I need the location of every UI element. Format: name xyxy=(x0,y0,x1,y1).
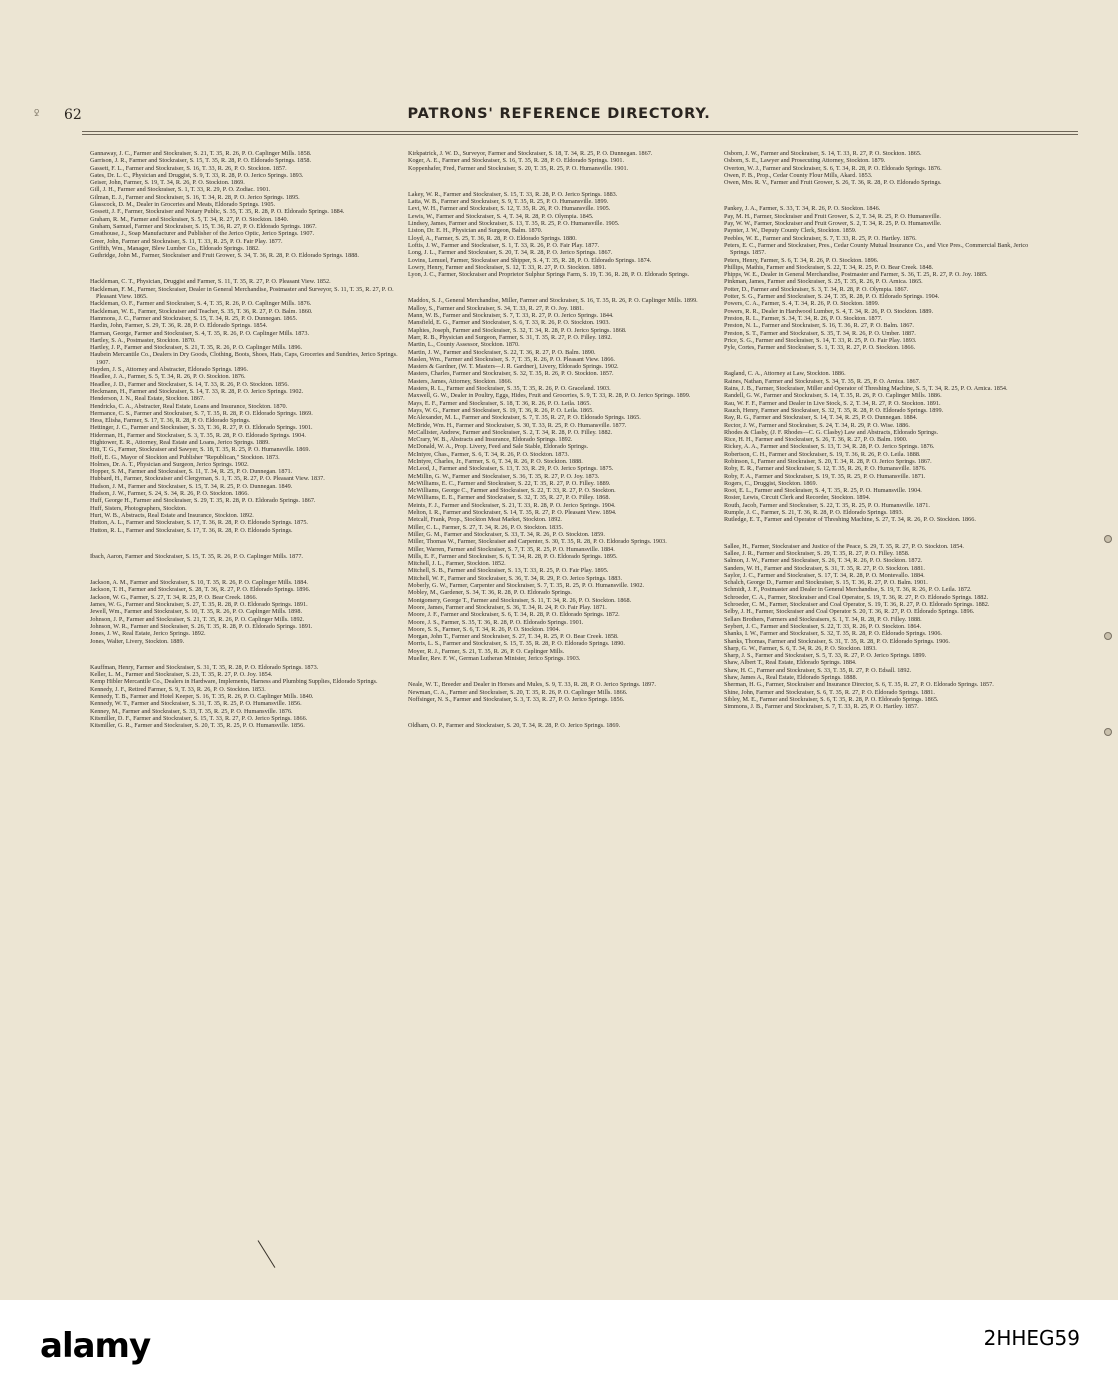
directory-entry: Greathouse, J., Soap Manufacturer and Publisher of the Jerico Optic, Jerico Springs. 1907. xyxy=(90,230,315,238)
directory-entry: Seybert, J. C., Farmer and Stockraiser, S. 22, T. 33, R. 26, P. O. Stockton. 1864. xyxy=(724,622,922,630)
directory-entry: Hackleman, O. F., Farmer and Stockraiser, S. 4, T. 35, R. 26, P. O. Caplinger Mills. 1876. xyxy=(90,300,312,308)
directory-entry: Koger, A. E., Farmer and Stockraiser, S. 16, T. 35, R. 28, P. O. Eldorado Springs. 1901. xyxy=(408,157,624,165)
directory-entry: Hartley, J. P., Farmer and Stockraiser, S. 21, T. 35, R. 26, P. O. Caplinger Mills. 1896. xyxy=(90,344,303,352)
directory-entry: Miller, C. L., Farmer, S. 27, T. 34, R. 26, P. O. Stockton. 1835. xyxy=(408,523,563,531)
directory-entry: Sharp, G. W., Farmer, S. 6, T. 34, R. 26, P. O. Stockton. 1893. xyxy=(724,644,877,652)
directory-entry: Jackson, T. H., Farmer and Stockraiser, S. 28, T. 36, R. 27, P. O. Eldorado Springs. 1896. xyxy=(90,586,311,594)
directory-entry: Miller, Thomas W., Farmer, Stockraiser and Carpenter, S. 30, T. 35, R. 28, P. O. Eldorado Springs. 1903. xyxy=(408,538,667,546)
directory-entry: Rau, W. F. F., Farmer and Dealer in Live Stock, S. 2, T. 34, R. 27, P. O. Stockton. 1891. xyxy=(724,399,941,407)
directory-entry: Roby, E. R., Farmer and Stockraiser, S. 12, T. 35, R. 26, P. O. Humansville. 1876. xyxy=(724,465,927,473)
directory-entry: Potter, D., Farmer and Stockraiser, S. 3, T. 34, R. 28, P. O. Olympia. 1867. xyxy=(724,285,909,293)
directory-entry: James, W. G., Farmer and Stockraiser, S. 27, T. 35, R. 28, P. O. Eldorado Springs. 1891. xyxy=(90,601,308,609)
directory-entry: Phipps, W. E., Dealer in General Merchandise, Postmaster and Farmer, S. 36, T. 25, R. 27, P. O. Joy. 1885. xyxy=(724,271,988,279)
directory-entry: Geiser, John, Farmer, S. 19, T. 34, R. 26, P. O. Stockton. 1869. xyxy=(90,179,245,187)
directory-entry: Mobley, M., Gardener, S. 34, T. 36, R. 28, P. O. Eldorado Springs. xyxy=(408,589,572,597)
directory-entry: Newman, C. A., Farmer and Stockraiser, S. 20, T. 35, R. 26, P. O. Caplinger Mills. 1866. xyxy=(408,688,628,696)
directory-entry: Oldham, O. P., Farmer and Stockraiser, S. 20, T. 34, R. 28, P. O. Jerico Springs. 1869. xyxy=(408,722,621,730)
directory-entry: Gates, Dr. L. C., Physician and Druggist, S. 9, T. 33, R. 28, P. O. Jerico Springs. 1893. xyxy=(90,171,304,179)
directory-entry: Price, S. G., Farmer and Stockraiser, S. 14, T. 33, R. 25, P. O. Fair Play. 1893. xyxy=(724,336,917,344)
directory-entry: Meints, F. J., Farmer and Stockraiser, S. 21, T. 33, R. 28, P. O. Jerico Springs. 1904. xyxy=(408,501,616,509)
directory-entry: Lindsey, James, Farmer and Stockraiser, S. 13, T. 35, R. 25, P. O. Humansville. 1905. xyxy=(408,220,620,228)
letter-group xyxy=(408,297,716,662)
directory-entry: Henderson, J. N., Real Estate, Stockton. 1867. xyxy=(90,395,205,403)
directory-entry: Harman, George, Farmer and Stockraiser, S. 4, T. 35, R. 26, P. O. Caplinger Mills. 1873. xyxy=(90,329,310,337)
directory-entry: Root, E. L., Farmer and Stockraiser, S. 4, T. 35, R. 25, P. O. Humansville. 1904. xyxy=(724,487,922,495)
directory-column-right xyxy=(724,150,1032,1270)
directory-entry: Shine, John, Farmer and Stockraiser, S. 6, T. 35, R. 27, P. O. Eldorado Springs. 1881. xyxy=(724,688,935,696)
directory-entry: Rosier, Lewis, Circuit Clerk and Recorder, Stockton. 1894. xyxy=(724,494,871,502)
directory-entry: Owen, F. B., Prop., Cedar County Flour Mills, Akard. 1853. xyxy=(724,171,873,179)
directory-entry: Saylor, J. C., Farmer and Stockraiser, S. 17, T. 34, R. 28, P. O. Montevallo. 1884. xyxy=(724,571,925,579)
directory-entry: Martin, L., County Assessor, Stockton. 1870. xyxy=(408,341,520,349)
directory-entry: Melton, I. R., Farmer and Stockraiser, S. 14, T. 35, R. 27, P. O. Pleasant View. 1894. xyxy=(408,509,617,517)
directory-entry: Sanders, W. H., Farmer and Stockraiser, S. 31, T. 35, R. 27, P. O. Stockton. 1881. xyxy=(724,564,925,572)
directory-entry: Hess, Elisha, Farmer, S. 17, T. 36, R. 28, P. O. Eldorado Springs. xyxy=(90,417,251,425)
directory-entry: Jackson, W. G., Farmer, S. 27, T. 34, R. 25, P. O. Bear Creek. 1866. xyxy=(90,593,258,601)
directory-column-left xyxy=(90,150,398,1270)
directory-entry: Maddox, S. J., General Merchandise, Miller, Farmer and Stockraiser, S. 16, T. 35, R. 26, P. O. Caplinger Mills. 1899. xyxy=(408,297,698,305)
directory-entry: Rumple, J. C., Farmer, S. 21, T. 36, R. 28, P. O. Eldorado Springs. 1893. xyxy=(724,509,904,517)
handwritten-mark: ꝿ xyxy=(34,109,40,119)
directory-entry: Pankey, J. A., Farmer, S. 33, T. 34, R. 26, P. O. Stockton. 1846. xyxy=(724,205,881,213)
directory-entry: Hightower, E. R., Attorney, Real Estate and Loans, Jerico Springs. 1889. xyxy=(90,438,270,446)
directory-entry: Rickey, A. A., Farmer and Stockraiser, S. 13, T. 34, R. 28, P. O. Jerico Springs. 1876. xyxy=(724,443,935,451)
directory-entry: Shaw, Albert T., Real Estate, Eldorado Springs. 1884. xyxy=(724,659,857,667)
directory-entry: Garrison, J. R., Farmer and Stockraiser, S. 15, T. 35, R. 28, P. O. Eldorado Springs. 1858. xyxy=(90,157,312,165)
directory-entry: Schalch, George D., Farmer and Stockraiser, S. 15, T. 36, R. 27, P. O. Balm. 1901. xyxy=(724,579,928,587)
directory-entry: Graham, R. M., Farmer and Stockraiser, S. 5, T. 34, R. 27, P. O. Stockton. 1840. xyxy=(90,215,289,223)
directory-entry: Loftis, J. W., Farmer and Stockraiser, S. 1, T. 33, R. 26, P. O. Fair Play. 1877. xyxy=(408,241,600,249)
directory-entry: Mann, W. B., Farmer and Stockraiser, S. 7, T. 33, R. 27, P. O. Jerico Springs. 1844. xyxy=(408,312,614,320)
directory-entry: McWilliams, George C., Farmer and Stockraiser, S. 22, T. 33, R. 27, P. O. Stockton. xyxy=(408,487,616,495)
directory-entry: Mansfield, E. G., Farmer and Stockraiser, S. 6, T. 33, R. 26, P. O. Stockton. 1903. xyxy=(408,319,610,327)
directory-entry: Metcalf, Frank, Prop., Stockton Meat Market, Stockton. 1892. xyxy=(408,516,562,524)
directory-entry: Mitchell, S. B., Farmer and Stockraiser, S. 13, T. 33, R. 25, P. O. Fair Play. 1895. xyxy=(408,567,609,575)
directory-entry: Haubein Mercantile Co., Dealers in Dry Goods, Clothing, Boots, Shoes, Hats, Caps, Groceries and Sundries, Jerico Springs. 1907. xyxy=(90,351,398,366)
directory-entry: Hutton, A. L., Farmer and Stockraiser, S. 17, T. 36, R. 28, P. O. Eldorado Springs. 1875. xyxy=(90,519,308,527)
directory-entry: Schroeder, C. A., Farmer, Stockraiser and Coal Operator, S. 19, T. 36, R. 27, P. O. Eldorado Springs. 1882. xyxy=(724,593,989,601)
punch-hole xyxy=(1104,632,1112,640)
directory-entry: Maphies, Joseph, Farmer and Stockraiser, S. 32, T. 34, R. 28, P. O. Jerico Springs. 1868. xyxy=(408,326,627,334)
directory-entry: Hudson, J. W., Farmer, S. 24, S. 34, R. 26, P. O. Stockton. 1866. xyxy=(90,490,249,498)
directory-entry: Powers, R. R., Dealer in Hardwood Lumber, S. 4, T. 34, R. 26, P. O. Stockton. 1889. xyxy=(724,307,934,315)
directory-entry: Miller, Warren, Farmer and Stockraiser, S. 7, T. 35, R. 25, P. O. Humansville. 1884. xyxy=(408,545,615,553)
page-number: 62 xyxy=(64,107,82,123)
directory-entry: Gilman, E. J., Farmer and Stockraiser, S. 16, T. 34, R. 28, P. O. Jerico Springs. 1895. xyxy=(90,193,300,201)
directory-entry: Moore, S. S., Farmer, S. 6, T. 34, R. 26, P. O. Stockton. 1904. xyxy=(408,625,561,633)
directory-entry: Ibach, Aaron, Farmer and Stockraiser, S. 15, T. 35, R. 26, P. O. Caplinger Mills. 1877. xyxy=(90,552,303,560)
directory-entry: Lewis, W., Farmer and Stockraiser, S. 4, T. 34, R. 28, P. O. Olympia. 1845. xyxy=(408,212,594,220)
directory-entry: Miller, G. M., Farmer and Stockraiser, S. 33, T. 34, R. 26, P. O. Stockton. 1859. xyxy=(408,530,605,538)
directory-entry: Mays, W. G., Farmer and Stockraiser, S. 19, T. 36, R. 26, P. O. Leila. 1865. xyxy=(408,406,594,414)
directory-entry: Masters & Gardner, (W. T. Masters—J. R. Gardner), Livery, Eldorado Springs. 1902. xyxy=(408,363,619,371)
directory-entry: Huff, Sisters, Photographers, Stockton. xyxy=(90,504,187,512)
directory-entry: Pay, W. W., Farmer, Stockraiser and Fruit Grower, S. 2, T. 34, R. 25, P. O. Humansville. xyxy=(724,220,942,228)
punch-hole xyxy=(1104,535,1112,543)
directory-entry: Hackleman, F. M., Farmer, Stockraiser, Dealer in General Merchandise, Postmaster and Surveyor, S. 11, T. 35, R. 27, P. O. Pleasant View. 1865. xyxy=(90,285,394,301)
directory-entry: McCrary, W. B., Abstracts and Insurance, Eldorado Springs. 1892. xyxy=(408,436,573,444)
letter-group xyxy=(408,150,716,172)
directory-entry: Schroeder, C. M., Farmer, Stockraiser and Coal Operator, S. 19, T. 36, R. 27, P. O. Eldorado Springs. 1882. xyxy=(724,601,990,609)
directory-entry: Hackleman, W. E., Farmer, Stockraiser and Teacher, S. 35, T. 36, R. 27, P. O. Balm. 1860. xyxy=(90,307,313,315)
directory-entry: Rhodes & Clasby, (J. F. Rhodes—C. G. Clasby) Law and Abstracts, Eldorado Springs. xyxy=(724,428,939,436)
directory-entry: Moyer, R. J., Farmer, S. 21, T. 35, R. 26, P. O. Caplinger Mills. xyxy=(408,647,565,655)
directory-entry: Potter, S. G., Farmer and Stockraiser, S. 24, T. 35, R. 28, P. O. Eldorado Springs. 1904. xyxy=(724,293,940,301)
directory-entry: Morgan, John T., Farmer and Stockraiser, S. 27, T. 34, R. 25, P. O. Bear Creek. 1858. xyxy=(408,633,619,641)
directory-entry: Paynter, J. W., Deputy County Clerk, Stockton. 1859. xyxy=(724,227,857,235)
directory-entry: Glasscock, D. M., Dealer in Groceries and Meats, Eldorado Springs. 1905. xyxy=(90,201,276,209)
directory-entry: Overton, W. J., Farmer and Stockraiser, S. 6, T. 34, R. 28, P. O. Eldorado Springs. 1876. xyxy=(724,164,942,172)
directory-entry: Gassett, F. L., Farmer and Stockraiser, S. 16, T. 33, R. 26, P. O. Stockton. 1857. xyxy=(90,164,287,172)
letter-group xyxy=(408,191,716,279)
directory-entry: Johnson, J. P., Farmer and Stockraiser, S. 21, T. 35, R. 26, P. O. Caplinger Mills. 1892. xyxy=(90,615,305,623)
directory-entry: Rutledge, E. T., Farmer and Operator of Threshing Machine, S. 27, T. 34, R. 26, P. O. Stockton. 1866. xyxy=(724,516,976,524)
letter-group xyxy=(90,278,398,533)
directory-entry: Mitchell, W. F., Farmer and Stockraiser, S. 36, T. 34, R. 29, P. O. Jerico Springs. 1883. xyxy=(408,574,623,582)
letter-group xyxy=(724,150,1032,186)
directory-entry: Graham, Samuel, Farmer and Stockraiser, S. 15, T. 36, R. 27, P. O. Eldorado Springs. 1867. xyxy=(90,222,317,230)
image-id: 2HHEG59 xyxy=(983,1326,1080,1350)
letter-group xyxy=(724,543,1032,711)
directory-entry: Preston, R. L., Farmer, S. 34, T. 34, R. 26, P. O. Stockton. 1877. xyxy=(724,314,883,322)
stock-footer xyxy=(0,1300,1118,1390)
directory-entry: Headlee, J. D., Farmer and Stockraiser, S. 14, T. 33, R. 26, P. O. Stockton. 1856. xyxy=(90,380,289,388)
letter-group xyxy=(408,681,716,703)
directory-entry: Liston, Dr. E. H., Physician and Surgeon, Balm. 1870. xyxy=(408,227,543,235)
directory-entry: Osborn, S. E., Lawyer and Prosecuting Attorney, Stockton. 1879. xyxy=(724,157,886,165)
directory-entry: Kenney, M., Farmer and Stockraiser, S. 33, T. 35, R. 25, P. O. Humansville. 1876. xyxy=(90,707,293,715)
directory-entry: Robinson, I., Farmer and Stockraiser, S. 20, T. 34, R. 28, P. O. Jerico Springs. 1867. xyxy=(724,457,932,465)
directory-entry: Salmon, J. W., Farmer and Stockraiser, S. 26, T. 34, R. 26, P. O. Stockton. 1872. xyxy=(724,557,923,565)
directory-entry: Kauffman, Henry, Farmer and Stockraiser, S. 31, T. 35, R. 28, P. O. Eldorado Springs. 1873. xyxy=(90,663,319,671)
directory-entry: Robertson, C. H., Farmer and Stockraiser, S. 19, T. 36, R. 26, P. O. Leila. 1888. xyxy=(724,450,921,458)
directory-entry: Malloy, S., Farmer and Stockraiser, S. 34, T. 33, R. 27, P. O. Joy. 1881. xyxy=(408,304,584,312)
directory-entry: Jewell, Wm., Farmer and Stockraiser, S. 10, T. 35, R. 26, P. O. Caplinger Mills. 1898. xyxy=(90,608,302,616)
directory-entry: Hayden, J. S., Attorney and Abstracter, Eldorado Springs. 1896. xyxy=(90,366,249,374)
directory-entry: Pay, M. H., Farmer, Stockraiser and Fruit Grower, S. 2, T. 34, R. 25, P. O. Humansville. xyxy=(724,212,941,220)
directory-entry: Peters, Henry, Farmer, S. 6, T. 34, R. 26, P. O. Stockton. 1896. xyxy=(724,256,879,264)
directory-column-middle xyxy=(408,150,716,1270)
directory-entry: Osborn, J. W., Farmer and Stockraiser, S. 14, T. 33, R. 27, P. O. Stockton. 1865. xyxy=(724,150,922,157)
directory-entry: McMillin, G. W., Farmer and Stockraiser, S. 36, T. 35, R. 27, P. O. Joy. 1873. xyxy=(408,472,600,480)
directory-entry: Shanks, Thomas, Farmer and Stockraiser, S. 31, T. 35, R. 28, P. O. Eldorado Springs. 1906. xyxy=(724,637,950,645)
alamy-logo: alamy xyxy=(40,1326,151,1366)
directory-entry: Ragland, C. A., Attorney at Law, Stockton. 1886. xyxy=(724,370,846,378)
directory-entry: Selby, J. H., Farmer, Stockraiser and Coal Operator S. 20, T. 36, R. 27, P. O. Eldorado Springs. 1896. xyxy=(724,608,975,616)
directory-entry: Shanks, I. W., Farmer and Stockraiser, S. 32, T. 35, R. 28, P. O. Eldorado Springs. 1906. xyxy=(724,630,942,638)
directory-entry: Gill, J. H., Farmer and Stockraiser, S. 1, T. 33, R. 29, P. O. Zodiac. 1901. xyxy=(90,186,271,194)
directory-entry: Peebles, W. E., Farmer and Stockraiser, S. 7, T. 33, R. 25, P. O. Hartley. 1876. xyxy=(724,234,917,242)
directory-entry: Mays, E. F., Farmer and Stockraiser, S. 18, T. 36, R. 26, P. O. Leila. 1865. xyxy=(408,399,591,407)
directory-entry: Keller, L. M., Farmer and Stockraiser, S. 23, T. 35, R. 27, P. O. Joy. 1854. xyxy=(90,671,273,679)
directory-entry: Hubbard, H., Farmer, Stockraiser and Clergyman, S. 1, T. 35, R. 27, P. O. Pleasant View. 1837. xyxy=(90,475,325,483)
directory-entry: Sharp, J. S., Farmer and Stockraiser, S. 5, T. 33, R. 27, P. O. Jerico Springs. 1899. xyxy=(724,652,927,660)
directory-entry: McAlexander, M. L., Farmer and Stockraiser, S. 7, T. 35, R. 27, P. O. Eldorado Springs. 1865. xyxy=(408,414,641,422)
directory-entry: Pinkman, James, Farmer and Stockraiser, S. 25, T. 35, R. 26, P. O. Arnica. 1865. xyxy=(724,278,923,286)
directory-entry: Masters, Charles, Farmer and Stockraiser, S. 32, T. 35, R. 26, P. O. Stockton. 1857. xyxy=(408,370,614,378)
directory-entry: Moore, James, Farmer and Stockraiser, S. 36, T. 34, R. 24, P. O. Fair Play. 1871. xyxy=(408,603,607,611)
letter-group xyxy=(90,150,398,259)
directory-entry: Noffsinger, N. S., Farmer and Stockraiser, S. 3, T. 33, R. 27, P. O. Jerico Springs. 1856. xyxy=(408,695,625,703)
directory-entry: Rogers, C., Druggist, Stockton. 1869. xyxy=(724,479,818,487)
directory-entry: Lovins, Lemuel, Farmer, Stockraiser and Shipper, S. 4, T. 35, R. 28, P. O. Eldorado Springs. 1874. xyxy=(408,256,652,264)
directory-entry: Holmes, Dr. A. T., Physician and Surgeon, Jerico Springs. 1902. xyxy=(90,460,249,468)
directory-entry: Jones, Walter, Livery, Stockton. 1889. xyxy=(90,637,185,645)
directory-entry: Rector, J. W., Farmer and Stockraiser, S. 24, T. 34, R. 29, P. O. Wise. 1886. xyxy=(724,421,910,429)
title-rule xyxy=(82,131,1078,132)
directory-entry: Sallee, H., Farmer, Stockraiser and Justice of the Peace, S. 29, T. 35, R. 27, P. O. Stockton. 1854. xyxy=(724,542,964,550)
directory-entry: Headlee, J. A., Farmer, S. 5, T. 34, R. 26, P. O. Stockton. 1876. xyxy=(90,373,246,381)
directory-entry: McIntyre, Chas., Farmer, S. 6, T. 34, R. 26, P. O. Stockton. 1873. xyxy=(408,450,570,458)
directory-entry: Mueller, Rev. F. W., German Lutheran Minister, Jerico Springs. 1903. xyxy=(408,655,581,662)
directory-entry: McLeod, J., Farmer and Stockraiser, S. 13, T. 33, R. 29, P. O. Jerico Springs. 1875. xyxy=(408,465,614,473)
directory-entry: Maslen, Wm., Farmer and Stockraiser, S. 7, T. 35, R. 26, P. O. Pleasant View. 1866. xyxy=(408,355,615,363)
directory-entry: Shaw, H. C., Farmer and Stockraiser, S. 33, T. 35, R. 27, P. O. Edsall. 1892. xyxy=(724,666,912,674)
directory-entry: Hutton, R. L., Farmer and Stockraiser, S. 17, T. 36, R. 28, P. O. Eldorado Springs. xyxy=(90,526,293,534)
letter-group xyxy=(90,553,398,560)
directory-entry: Koppenhafer, Fred, Farmer and Stockraiser, S. 20, T. 35, R. 25, P. O. Humansville. 1901. xyxy=(408,164,629,172)
directory-entry: Martin, J. W., Farmer and Stockraiser, S. 22, T. 36, R. 27, P. O. Balm. 1890. xyxy=(408,348,596,356)
directory-entry: Hopper, S. M., Farmer and Stockraiser, S. 11, T. 34, R. 25, P. O. Dunnegan. 1871. xyxy=(90,468,293,476)
directory-entry: Rauch, Henry, Farmer and Stockraiser, S. 32, T. 35, R. 28, P. O. Eldorado Springs. 1899. xyxy=(724,406,944,414)
directory-entry: Levi, W. H., Farmer and Stockraiser, S. 12, T. 35, R. 26, P. O. Humansville. 1905. xyxy=(408,205,611,213)
directory-entry: Kennedy, J. F., Retired Farmer, S. 9, T. 33, R. 26, P. O. Stockton. 1853. xyxy=(90,685,266,693)
directory-entry: Gannaway, J. C., Farmer and Stockraiser, S. 21, T. 35, R. 26, P. O. Caplinger Mills. 1858. xyxy=(90,150,312,157)
directory-entry: McWilliams, E. E., Farmer and Stockraiser, S. 32, T. 35, R. 27, P. O. Filley. 1868. xyxy=(408,494,611,502)
directory-entry: Owen, Mrs. R. V., Farmer and Fruit Grower, S. 26, T. 36, R. 28, P. O. Eldorado Springs. xyxy=(724,179,942,187)
directory-entry: Latta, W. B., Farmer and Stockraiser, S. 9, T. 35, R. 25, P. O. Humansville. 1899. xyxy=(408,198,609,206)
directory-entry: McBride, Wm. H., Farmer and Stockraiser, S. 30, T. 33, R. 25, P. O. Humansville. 1877. xyxy=(408,421,627,429)
directory-entry: Ray, R. G., Farmer and Stockraiser, S. 14, T. 34, R. 25, P. O. Dunnegan. 1884. xyxy=(724,414,918,422)
directory-entry: Lyon, J. C., Farmer, Stockraiser and Proprietor Sulphur Springs Farm, S. 19, T. 36, R. 28, P. O. Eldorado Springs. xyxy=(408,271,690,279)
directory-entry: Sellars Brothers, Farmers and Stockraisers, S. 1, T. 34, R. 28, P. O. Filley. 1888. xyxy=(724,615,922,623)
directory-entry: Raines, Nathan, Farmer and Stockraiser, S. 34, T. 35, R. 25, P. O. Arnica. 1867. xyxy=(724,377,921,385)
directory-entry: Shaw, James A., Real Estate, Eldorado Springs. 1888. xyxy=(724,674,858,681)
directory-entry: McIntyre, Charles, Jr., Farmer, S. 6, T. 34, R. 26, P. O. Stockton. 1888. xyxy=(408,457,583,465)
directory-entry: Kitsmiller, D. F., Farmer and Stockraiser, S. 15, T. 33, R. 27, P. O. Jerico Springs. 1866. xyxy=(90,714,308,722)
letter-group xyxy=(724,205,1032,351)
directory-entry: McWilliams, E. C., Farmer and Stockraiser, S. 22, T. 35, R. 27, P. O. Filley. 1889. xyxy=(408,479,611,487)
directory-entry: Jones, J. W., Real Estate, Jerico Springs. 1892. xyxy=(90,630,206,638)
directory-entry: Lowry, Henry, Farmer and Stockraiser, S. 12, T. 33, R. 27, P. O. Stockton. 1891. xyxy=(408,263,607,271)
directory-entry: Hitt, T. G., Farmer, Stockraiser and Sawyer, S. 18, T. 35, R. 25, P. O. Humansville. 1869. xyxy=(90,446,311,454)
directory-entry: Johnson, W. R., Farmer and Stockraiser, S. 26, T. 35, R. 28, P. O. Eldorado Springs. 1891. xyxy=(90,622,313,630)
directory-entry: Guthridge, John M., Farmer, Stockraiser and Fruit Grower, S. 34, T. 36, R. 28, P. O. Eldorado Springs. 1888. xyxy=(90,252,359,260)
title-rule xyxy=(82,134,1078,135)
page-title: PATRONS' REFERENCE DIRECTORY. xyxy=(407,106,711,122)
directory-entry: Mills, E. F., Farmer and Stockraiser, S. 6, T. 34, R. 28, P. O. Eldorado Springs. 1895. xyxy=(408,552,618,560)
directory-entry: Schmidt, J. F., Postmaster and Dealer in General Merchandise, S. 19, T. 36, R. 26, P. O. Leila. 1872. xyxy=(724,586,972,594)
directory-entry: Sallee, J. R., Farmer and Stockraiser, S. 29, T. 35, R. 27, P. O. Filley. 1858. xyxy=(724,549,910,557)
punch-hole xyxy=(1104,728,1112,736)
directory-entry: Hackleman, C. T., Physician, Druggist and Farmer, S. 11, T. 35, R. 27, P. O. Pleasant View. 1852. xyxy=(90,278,331,286)
directory-entry: Phillips, Mathis, Farmer and Stockraiser, S. 22, T. 34, R. 25, P. O. Bear Creek. 1848. xyxy=(724,263,934,271)
directory-entry: Huff, George H., Farmer and Stockraiser, S. 29, T. 35, R. 28, P. O. Eldorado Springs. 1867. xyxy=(90,497,316,505)
directory-entry: Marr, R. B., Physician and Surgeon, Farmer, S. 31, T. 35, R. 27, P. O. Filley. 1892. xyxy=(408,333,612,341)
directory-entry: Simmons, J. B., Farmer and Stockraiser, S. 7, T. 33, R. 25, P. O. Hartley. 1857. xyxy=(724,703,919,711)
letter-group xyxy=(90,579,398,645)
directory-entry: Kirkpatrick, J. W. D., Surveyor, Farmer and Stockraiser, S. 18, T. 34, R. 25, P. O. Dunnegan. 1867. xyxy=(408,150,653,157)
directory-entry: Mitchell, J. L., Farmer, Stockton. 1852. xyxy=(408,560,506,568)
directory-entry: Griffith, Wm., Manager, Blew Lumber Co., Eldorado Springs. 1882. xyxy=(90,244,260,252)
directory-entry: Kemp Hibler Mercantile Co., Dealers in Hardware, Implements, Harness and Plumbing Supplies, Eldorado Springs. xyxy=(90,678,378,686)
directory-entry: Jackson, A. M., Farmer and Stockraiser, S. 10, T. 35, R. 26, P. O. Caplinger Mills. 1884. xyxy=(90,579,308,587)
directory-entry: Moore, J. F., Farmer and Stockraiser, S. 6, T. 34, R. 28, P. O. Eldorado Springs. 1872. xyxy=(408,611,620,619)
directory-entry: Peters, E. C., Farmer and Stockraiser, Pres., Cedar County Mutual Insurance Co., and Vice Pres., Commercial Bank, Jerico Springs. 1857. xyxy=(724,241,1029,257)
directory-entry: Heckmann, H., Farmer and Stockraiser, S. 14, T. 33, R. 28, P. O. Jerico Springs. 1902. xyxy=(90,387,304,395)
directory-entry: Greer, John, Farmer and Stockraiser, S. 11, T. 33, R. 25, P. O. Fair Play. 1877. xyxy=(90,237,283,245)
letter-group xyxy=(724,370,1032,523)
directory-entry: Neale, W. T., Breeder and Dealer in Horses and Mules, S. 9, T. 33, R. 28, P. O. Jerico Springs. 1897. xyxy=(408,681,656,689)
directory-entry: Hiderman, H., Farmer and Stockraiser, S. 3, T. 35, R. 28, P. O. Eldorado Springs. 1904. xyxy=(90,431,306,439)
directory-entry: McCallister, Andrew, Farmer and Stockraiser, S. 2, T. 34, R. 28, P. O. Filley. 1882. xyxy=(408,428,613,436)
directory-entry: Preston, N. L., Farmer and Stockraiser, S. 16, T. 36, R. 27, P. O. Balm. 1867. xyxy=(724,322,914,330)
directory-entry: Routh, Jacob, Farmer and Stockraiser, S. 22, T. 35, R. 25, P. O. Humansville. 1871. xyxy=(724,501,930,509)
directory-entry: Sibley, M. E., Farmer and Stockraiser, S. 6, T. 35, R. 28, P. O. Eldorado Springs. 1865. xyxy=(724,695,939,703)
directory-entry: Morris, L. S., Farmer and Stockraiser, S. 15, T. 35, R. 28, P. O. Eldorado Springs. 1890. xyxy=(408,640,625,648)
directory-entry: Hurt, W. B., Abstracts, Real Estate and Insurance, Stockton. 1892. xyxy=(90,511,254,519)
directory-entry: Masters, James, Attorney, Stockton. 1866. xyxy=(408,377,513,385)
directory-entry: Hoff, E. G., Mayor of Stockton and Publisher "Republican," Stockton. 1873. xyxy=(90,453,280,461)
directory-entry: Moore, J. S., Farmer, S. 35, T. 36, R. 28, P. O. Eldorado Springs. 1901. xyxy=(408,618,584,626)
directory-entry: Kennedy, T. B., Farmer and Hotel Keeper, S. 16, T. 35, R. 26, P. O. Caplinger Mills. 1840. xyxy=(90,693,314,700)
directory-entry: Moberly, G. W., Farmer, Carpenter and Stockraiser, S. 7, T. 35, R. 25, P. O. Humansville. 1902. xyxy=(408,582,645,590)
directory-entry: Randell, G. W., Farmer and Stockraiser, S. 14, T. 35, R. 26, P. O. Caplinger Mills. 1886. xyxy=(724,392,942,400)
letter-group xyxy=(408,722,716,729)
directory-entry: Preston, S. T., Farmer and Stockraiser, S. 35, T. 34, R. 26, P. O. Umber. 1887. xyxy=(724,329,916,337)
directory-entry: Hettinger, J. C., Farmer and Stockraiser, S. 33, T. 36, R. 27, P. O. Eldorado Springs. 1901. xyxy=(90,424,313,432)
directory-entry: Hartley, S. A., Postmaster, Stockton. 1870. xyxy=(90,336,196,344)
letter-group xyxy=(90,664,398,730)
directory-entry: Hardin, John, Farmer, S. 29, T. 36, R. 28, P. O. Eldorado Springs. 1854. xyxy=(90,322,268,330)
directory-entry: Powers, C. A., Farmer, S. 4, T. 34, R. 26, P. O. Stockton. 1899. xyxy=(724,300,880,308)
directory-entry: Hammons, J. C., Farmer and Stockraiser, S. 15, T. 34, R. 25, P. O. Dunnegan. 1865. xyxy=(90,314,298,322)
directory-entry: Pyle, Cortes, Farmer and Stockraiser, S. 1, T. 33, R. 27, P. O. Stockton. 1866. xyxy=(724,344,916,352)
directory-entry: Montgomery, George T., Farmer and Stockraiser, S. 11, T. 34, R. 26, P. O. Stockton. 1868. xyxy=(408,596,632,604)
directory-entry: Hudson, J. M., Farmer and Stockraiser, S. 15, T. 34, R. 25, P. O. Dunnegan. 1849. xyxy=(90,482,293,490)
directory-entry: Gossett, J. F., Farmer, Stockraiser and Notary Public, S. 35, T. 35, R. 28, P. O. Eldorado Springs. 1884. xyxy=(90,208,345,216)
directory-entry: Roby, F. A., Farmer and Stockraiser, S. 19, T. 35, R. 25, P. O. Humansville. 1871. xyxy=(724,472,926,480)
directory-entry: Kitsmiller, G. R., Farmer and Stockraiser, S. 20, T. 35, R. 25, P. O. Humansville. 1856. xyxy=(90,722,305,730)
directory-entry: Rains, J. B., Farmer, Stockraiser, Miller and Operator of Threshing Machine, S. 5, T. 34, R. 25, P. O. Arnica. 1854. xyxy=(724,385,1008,393)
directory-entry: McDonald, W. A., Prop. Livery, Feed and Sale Stable, Eldorado Springs. xyxy=(408,443,589,451)
directory-entry: Lloyd, A., Farmer, S. 25, T. 36, R. 28, P. O. Eldorado Springs. 1880. xyxy=(408,234,577,242)
directory-entry: Maxwell, G. W., Dealer in Poultry, Eggs, Hides, Fruit and Groceries, S. 9, T. 33, R. 28, P. O. Jerico Springs. 1899. xyxy=(408,392,691,400)
directory-entry: Hendricks, C. A., Abstracter, Real Estate, Loans and Insurance, Stockton. 1870. xyxy=(90,402,288,410)
directory-entry: Masters, R. L., Farmer and Stockraiser, S. 35, T. 35, R. 26, P. O. Graceland. 1903. xyxy=(408,385,611,393)
directory-entry: Kennedy, W. T., Farmer and Stockraiser, S. 31, T. 35, R. 25, P. O. Humansville. 1856. xyxy=(90,700,302,708)
directory-entry: Lakey, W. R., Farmer and Stockraiser, S. 15, T. 33, R. 28, P. O. Jerico Springs. 1883. xyxy=(408,190,618,198)
directory-entry: Rice, H. H., Farmer and Stockraiser, S. 26, T. 36, R. 27, P. O. Balm. 1900. xyxy=(724,436,908,444)
directory-entry: Hermance, C. S., Farmer and Stockraiser, S. 7, T. 35, R. 28, P. O. Eldorado Springs. 1869. xyxy=(90,409,313,417)
directory-entry: Long, J. L., Farmer and Stockraiser, S. 20, T. 34, R. 28, P. O. Jerico Springs. 1867. xyxy=(408,249,613,257)
directory-entry: Sherman, H. G., Farmer, Stockraiser and Insurance Director, S. 6, T. 35, R. 27, P. O. Eldorado Springs. 1857. xyxy=(724,681,994,689)
